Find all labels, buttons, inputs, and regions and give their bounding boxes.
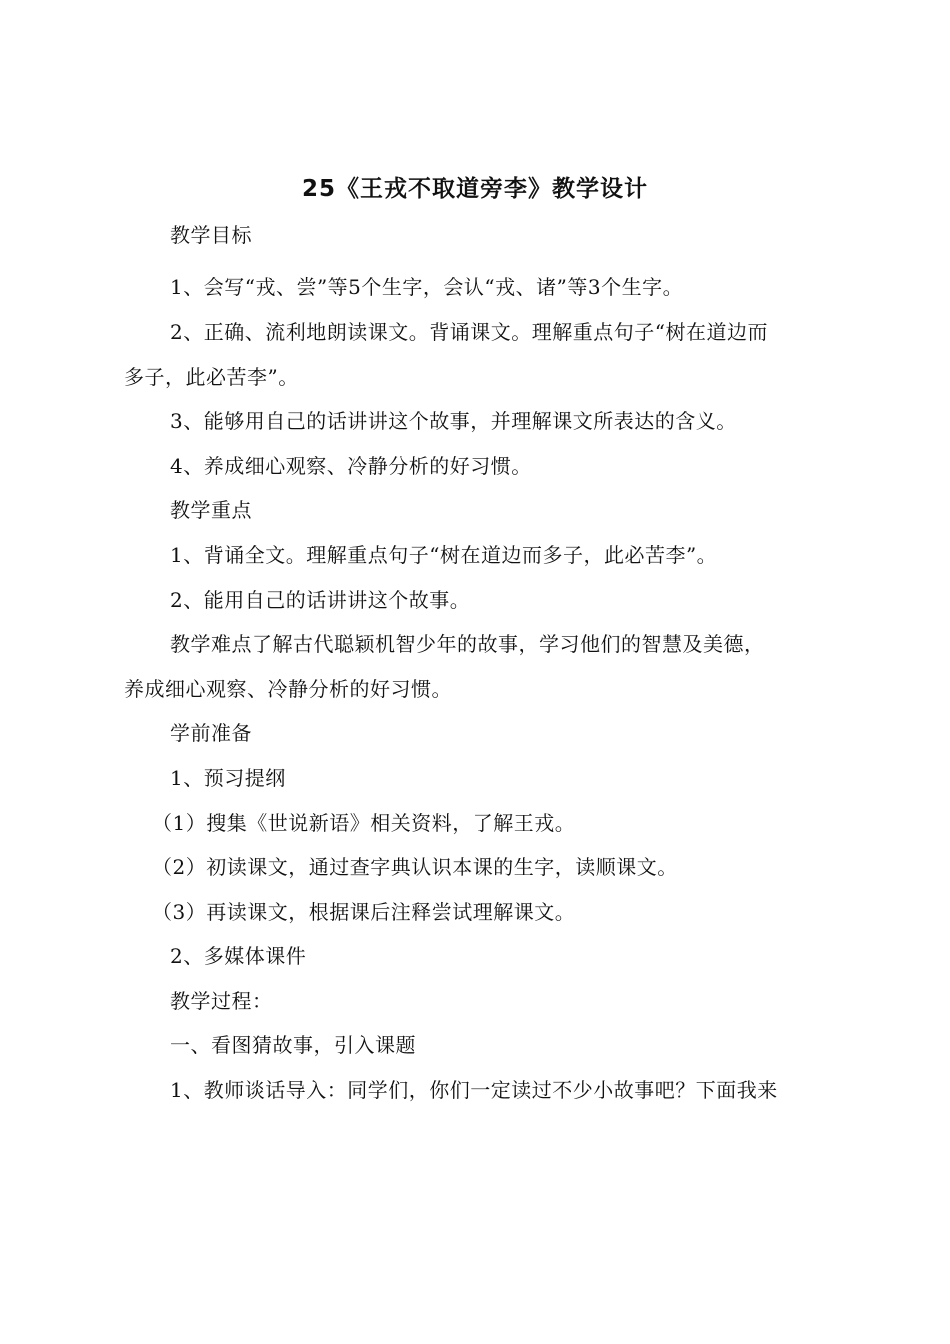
paragraph-line: （3）再读课文，根据课后注释尝试理解课文。 bbox=[152, 900, 576, 924]
section-heading-process: 教学过程： bbox=[170, 989, 273, 1013]
paragraph-line: 1、会写“戎、尝”等5个生字，会认“戎、诸”等3个生字。 bbox=[170, 275, 684, 299]
section-heading-preparation: 学前准备 bbox=[170, 721, 252, 745]
document-title: 25《王戎不取道旁李》教学设计 bbox=[301, 176, 648, 202]
paragraph-line: （1）搜集《世说新语》相关资料，了解王戎。 bbox=[152, 811, 576, 835]
section-heading-key-points: 教学重点 bbox=[170, 498, 252, 522]
section-heading-objectives: 教学目标 bbox=[170, 223, 252, 247]
paragraph-line: 1、背诵全文。理解重点句子“树在道边而多子，此必苦李”。 bbox=[170, 543, 718, 567]
paragraph-line: 1、预习提纲 bbox=[170, 766, 286, 790]
paragraph-line: 多子，此必苦李”。 bbox=[124, 365, 299, 389]
paragraph-line: 教学难点了解古代聪颖机智少年的故事，学习他们的智慧及美德， bbox=[170, 632, 765, 656]
paragraph-line: 2、能用自己的话讲讲这个故事。 bbox=[170, 588, 471, 612]
paragraph-line: 3、能够用自己的话讲讲这个故事，并理解课文所表达的含义。 bbox=[170, 409, 737, 433]
paragraph-line: 一、看图猜故事，引入课题 bbox=[170, 1033, 416, 1057]
paragraph-line: （2）初读课文，通过查字典认识本课的生字，读顺课文。 bbox=[152, 855, 678, 879]
paragraph-line: 4、养成细心观察、冷静分析的好习惯。 bbox=[170, 454, 532, 478]
paragraph-line: 2、正确、流利地朗读课文。背诵课文。理解重点句子“树在道边而 bbox=[170, 320, 768, 344]
paragraph-line: 1、教师谈话导入：同学们，你们一定读过不少小故事吧？下面我来 bbox=[170, 1078, 778, 1102]
paragraph-line: 2、多媒体课件 bbox=[170, 944, 307, 968]
paragraph-line: 养成细心观察、冷静分析的好习惯。 bbox=[124, 677, 452, 701]
